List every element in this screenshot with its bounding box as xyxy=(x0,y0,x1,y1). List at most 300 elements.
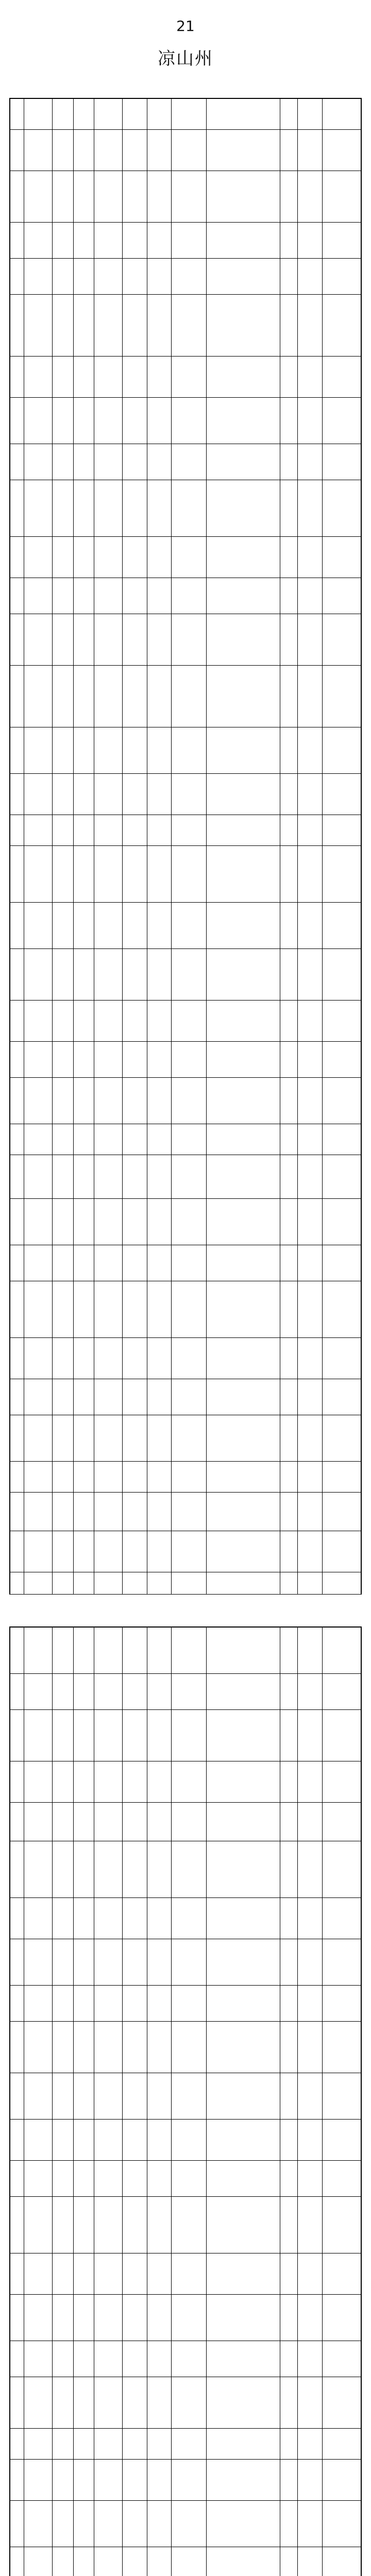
table-cell xyxy=(52,1078,73,1124)
table-cell xyxy=(172,1338,207,1379)
table-cell xyxy=(207,1338,280,1379)
table-row xyxy=(10,398,361,444)
table-cell xyxy=(73,171,94,223)
table-cell xyxy=(323,1245,361,1281)
table-cell xyxy=(73,1710,94,1761)
table-cell xyxy=(52,815,73,846)
table-cell xyxy=(73,903,94,949)
table-cell xyxy=(122,1674,147,1710)
table-cell xyxy=(24,1803,52,1841)
table-cell xyxy=(52,2341,73,2377)
table-cell xyxy=(122,2120,147,2161)
table-cell xyxy=(52,1001,73,1042)
table-cell xyxy=(207,223,280,259)
table-cell xyxy=(94,1674,122,1710)
table-cell xyxy=(147,223,172,259)
table-cell xyxy=(172,2501,207,2547)
page-title: 凉山州 xyxy=(158,48,213,69)
table-cell xyxy=(52,1761,73,1803)
table-cell xyxy=(10,480,24,537)
table-cell xyxy=(280,1572,298,1595)
data-table-2 xyxy=(10,1627,361,2576)
table-cell xyxy=(73,1042,94,1078)
table-cell xyxy=(280,2501,298,2547)
table-cell xyxy=(207,2120,280,2161)
table-cell xyxy=(52,774,73,815)
table-cell xyxy=(94,949,122,1001)
table-cell xyxy=(73,1338,94,1379)
table-cell xyxy=(298,444,323,480)
table-cell xyxy=(323,1281,361,1338)
table-cell xyxy=(24,1042,52,1078)
table-cell xyxy=(207,1572,280,1595)
table-cell xyxy=(52,1379,73,1415)
table-cell xyxy=(122,2460,147,2501)
table-cell xyxy=(298,614,323,666)
table-cell xyxy=(172,2429,207,2460)
table-cell xyxy=(73,1199,94,1245)
table-cell xyxy=(24,1415,52,1462)
table-cell xyxy=(94,259,122,295)
table-cell xyxy=(280,259,298,295)
table-cell xyxy=(24,444,52,480)
table-cell xyxy=(172,846,207,903)
table-cell xyxy=(147,1462,172,1493)
table-cell xyxy=(298,1124,323,1155)
table-cell xyxy=(94,2460,122,2501)
table-cell xyxy=(298,1939,323,1986)
table-cell xyxy=(94,171,122,223)
table-cell xyxy=(207,1986,280,2022)
table-cell xyxy=(94,295,122,357)
table-cell xyxy=(172,578,207,614)
table-cell xyxy=(298,2253,323,2295)
table-cell xyxy=(280,1674,298,1710)
table-cell xyxy=(323,815,361,846)
table-cell xyxy=(122,2161,147,2197)
table-cell xyxy=(280,357,298,398)
table-cell xyxy=(24,1531,52,1572)
table-cell xyxy=(172,2197,207,2253)
table-cell xyxy=(122,223,147,259)
table-cell xyxy=(122,815,147,846)
table-cell xyxy=(280,1761,298,1803)
table-cell xyxy=(207,2295,280,2341)
table-cell xyxy=(298,295,323,357)
table-cell xyxy=(122,444,147,480)
table-cell xyxy=(94,2429,122,2460)
table-cell xyxy=(73,815,94,846)
table-cell xyxy=(73,295,94,357)
table-cell xyxy=(73,2295,94,2341)
table-cell xyxy=(122,578,147,614)
table-row xyxy=(10,2501,361,2547)
table-cell xyxy=(323,2197,361,2253)
table-cell xyxy=(207,171,280,223)
table-cell xyxy=(323,1199,361,1245)
table-cell xyxy=(298,1531,323,1572)
table-row xyxy=(10,2197,361,2253)
table-cell xyxy=(94,1379,122,1415)
table-cell xyxy=(10,2341,24,2377)
table-cell xyxy=(10,295,24,357)
table-cell xyxy=(207,2341,280,2377)
table-cell xyxy=(323,1939,361,1986)
table-cell xyxy=(172,1986,207,2022)
table-cell xyxy=(52,223,73,259)
table-cell xyxy=(147,2073,172,2120)
table-cell xyxy=(10,949,24,1001)
table-cell xyxy=(73,357,94,398)
table-cell xyxy=(323,1338,361,1379)
table-cell xyxy=(10,1245,24,1281)
table-cell xyxy=(323,398,361,444)
table-cell xyxy=(172,444,207,480)
table-cell xyxy=(298,903,323,949)
table-row xyxy=(10,2120,361,2161)
table-cell xyxy=(280,903,298,949)
table-cell xyxy=(147,1628,172,1674)
table-cell xyxy=(24,171,52,223)
table-cell xyxy=(73,537,94,578)
table-cell xyxy=(24,903,52,949)
table-cell xyxy=(172,223,207,259)
table-cell xyxy=(280,2547,298,2576)
table-cell xyxy=(323,2501,361,2547)
table-cell xyxy=(207,1001,280,1042)
table-cell xyxy=(122,1338,147,1379)
table-cell xyxy=(24,1155,52,1199)
table-cell xyxy=(172,259,207,295)
table-cell xyxy=(122,1572,147,1595)
table-cell xyxy=(147,614,172,666)
table-cell xyxy=(172,1803,207,1841)
table-cell xyxy=(52,2022,73,2073)
table-cell xyxy=(10,774,24,815)
table-row xyxy=(10,1199,361,1245)
table-cell xyxy=(147,2377,172,2429)
table-cell xyxy=(24,1628,52,1674)
table-cell xyxy=(207,666,280,727)
table-cell xyxy=(10,398,24,444)
table-cell xyxy=(10,1281,24,1338)
table-row xyxy=(10,1628,361,1674)
table-cell xyxy=(172,1124,207,1155)
table-cell xyxy=(24,537,52,578)
table-cell xyxy=(172,2377,207,2429)
table-cell xyxy=(52,295,73,357)
table-cell xyxy=(73,2501,94,2547)
table-cell xyxy=(280,1898,298,1939)
table-cell xyxy=(207,1199,280,1245)
table-row xyxy=(10,815,361,846)
table-cell xyxy=(298,815,323,846)
table-cell xyxy=(122,2377,147,2429)
table-cell xyxy=(24,2377,52,2429)
table-cell xyxy=(73,846,94,903)
table-cell xyxy=(323,1155,361,1199)
table-cell xyxy=(52,1939,73,1986)
table-row xyxy=(10,295,361,357)
table-cell xyxy=(52,2547,73,2576)
table-cell xyxy=(52,2073,73,2120)
table-cell xyxy=(94,444,122,480)
table-cell xyxy=(52,130,73,171)
table-cell xyxy=(280,2197,298,2253)
table-cell xyxy=(73,1841,94,1898)
table-row xyxy=(10,537,361,578)
table-cell xyxy=(298,2341,323,2377)
table-cell xyxy=(323,295,361,357)
table-cell xyxy=(323,1710,361,1761)
table-cell xyxy=(280,1078,298,1124)
table-cell xyxy=(10,1338,24,1379)
table-cell xyxy=(280,578,298,614)
table-cell xyxy=(298,1338,323,1379)
table-cell xyxy=(122,1124,147,1155)
table-row xyxy=(10,259,361,295)
table-cell xyxy=(94,2295,122,2341)
table-cell xyxy=(73,1531,94,1572)
table-cell xyxy=(122,1379,147,1415)
table-row xyxy=(10,357,361,398)
table-cell xyxy=(298,1042,323,1078)
table-row xyxy=(10,578,361,614)
table-row xyxy=(10,444,361,480)
table-row xyxy=(10,1803,361,1841)
table-cell xyxy=(52,2120,73,2161)
table-cell xyxy=(147,1155,172,1199)
table-cell xyxy=(73,1628,94,1674)
table-cell xyxy=(298,1379,323,1415)
table-cell xyxy=(24,2073,52,2120)
table-cell xyxy=(298,223,323,259)
table-cell xyxy=(10,1124,24,1155)
table-cell xyxy=(207,2161,280,2197)
table-cell xyxy=(298,1986,323,2022)
table-cell xyxy=(298,2295,323,2341)
table-cell xyxy=(298,1199,323,1245)
table-cell xyxy=(323,444,361,480)
table-cell xyxy=(73,1379,94,1415)
table-row xyxy=(10,1338,361,1379)
table-row xyxy=(10,1841,361,1898)
table-cell xyxy=(280,2253,298,2295)
table-row xyxy=(10,1379,361,1415)
table-cell xyxy=(280,815,298,846)
table-cell xyxy=(52,2429,73,2460)
table-cell xyxy=(94,2161,122,2197)
table-cell xyxy=(280,398,298,444)
table-cell xyxy=(52,666,73,727)
table-cell xyxy=(323,1841,361,1898)
table-cell xyxy=(94,1572,122,1595)
table-cell xyxy=(24,130,52,171)
table-cell xyxy=(122,1001,147,1042)
table-cell xyxy=(172,1199,207,1245)
table-cell xyxy=(122,1281,147,1338)
table-cell xyxy=(122,1710,147,1761)
table-cell xyxy=(122,2341,147,2377)
table-cell xyxy=(52,727,73,774)
table-cell xyxy=(52,1841,73,1898)
table-cell xyxy=(94,578,122,614)
table-row xyxy=(10,2547,361,2576)
table-cell xyxy=(298,1674,323,1710)
table-cell xyxy=(24,1199,52,1245)
table-cell xyxy=(323,1462,361,1493)
table-row xyxy=(10,949,361,1001)
table-cell xyxy=(94,2341,122,2377)
table-cell xyxy=(280,774,298,815)
table-cell xyxy=(52,1898,73,1939)
table-cell xyxy=(52,903,73,949)
table-cell xyxy=(73,1415,94,1462)
table-cell xyxy=(280,1493,298,1531)
table-cell xyxy=(10,537,24,578)
table-cell xyxy=(323,1379,361,1415)
table-cell xyxy=(147,398,172,444)
table-row xyxy=(10,2341,361,2377)
table-row xyxy=(10,1710,361,1761)
table-cell xyxy=(10,2073,24,2120)
table-cell xyxy=(122,2547,147,2576)
table-cell xyxy=(207,1462,280,1493)
table-row xyxy=(10,1078,361,1124)
table-cell xyxy=(207,2253,280,2295)
table-cell xyxy=(52,357,73,398)
table-cell xyxy=(147,1379,172,1415)
table-cell xyxy=(147,1761,172,1803)
table-row xyxy=(10,846,361,903)
table-cell xyxy=(147,2022,172,2073)
table-cell xyxy=(147,903,172,949)
table-cell xyxy=(10,1898,24,1939)
table-cell xyxy=(172,1281,207,1338)
table-cell xyxy=(122,398,147,444)
table-cell xyxy=(298,727,323,774)
table-cell xyxy=(10,1939,24,1986)
table-cell xyxy=(298,2073,323,2120)
table-cell xyxy=(298,357,323,398)
table-cell xyxy=(207,2197,280,2253)
table-cell xyxy=(122,846,147,903)
table-row xyxy=(10,1124,361,1155)
table-cell xyxy=(73,1245,94,1281)
table-cell xyxy=(10,259,24,295)
table-cell xyxy=(147,1245,172,1281)
table-cell xyxy=(24,2429,52,2460)
table-row xyxy=(10,2460,361,2501)
table-cell xyxy=(280,99,298,130)
table-cell xyxy=(323,1531,361,1572)
table-cell xyxy=(94,398,122,444)
table-row xyxy=(10,903,361,949)
table-cell xyxy=(73,2197,94,2253)
table-panel-2 xyxy=(9,1626,362,2576)
table-cell xyxy=(10,1803,24,1841)
table-cell xyxy=(73,727,94,774)
table-cell xyxy=(122,1986,147,2022)
table-cell xyxy=(24,1379,52,1415)
table-cell xyxy=(24,727,52,774)
table-cell xyxy=(147,2501,172,2547)
table-cell xyxy=(73,1986,94,2022)
table-cell xyxy=(94,1493,122,1531)
table-cell xyxy=(280,2161,298,2197)
table-cell xyxy=(52,1986,73,2022)
table-cell xyxy=(280,295,298,357)
table-cell xyxy=(122,2022,147,2073)
table-cell xyxy=(24,774,52,815)
table-cell xyxy=(207,614,280,666)
table-cell xyxy=(207,130,280,171)
table-cell xyxy=(24,480,52,537)
table-cell xyxy=(172,1939,207,1986)
table-cell xyxy=(207,2460,280,2501)
table-cell xyxy=(298,2022,323,2073)
table-cell xyxy=(298,774,323,815)
table-cell xyxy=(323,846,361,903)
table-cell xyxy=(122,99,147,130)
table-cell xyxy=(280,614,298,666)
page-number: 21 xyxy=(176,18,195,35)
table-cell xyxy=(73,949,94,1001)
table-cell xyxy=(73,2429,94,2460)
table-cell xyxy=(172,1761,207,1803)
table-cell xyxy=(147,2197,172,2253)
table-cell xyxy=(122,1042,147,1078)
table-cell xyxy=(323,1803,361,1841)
table-cell xyxy=(280,1986,298,2022)
table-cell xyxy=(52,2460,73,2501)
table-cell xyxy=(298,1803,323,1841)
table-cell xyxy=(147,1572,172,1595)
table-cell xyxy=(24,1572,52,1595)
table-cell xyxy=(52,1674,73,1710)
table-cell xyxy=(172,666,207,727)
table-cell xyxy=(73,1078,94,1124)
table-cell xyxy=(10,1841,24,1898)
table-cell xyxy=(10,2547,24,2576)
table-cell xyxy=(94,2022,122,2073)
table-cell xyxy=(122,903,147,949)
table-cell xyxy=(73,1898,94,1939)
table-cell xyxy=(298,2547,323,2576)
table-row xyxy=(10,1939,361,1986)
table-cell xyxy=(147,2429,172,2460)
table-row xyxy=(10,2377,361,2429)
table-cell xyxy=(172,774,207,815)
table-cell xyxy=(122,1628,147,1674)
table-cell xyxy=(280,444,298,480)
table-cell xyxy=(298,2120,323,2161)
table-cell xyxy=(147,1001,172,1042)
table-cell xyxy=(280,1281,298,1338)
table-cell xyxy=(10,171,24,223)
table-cell xyxy=(172,2161,207,2197)
table-cell xyxy=(323,1986,361,2022)
table-cell xyxy=(122,1078,147,1124)
table-cell xyxy=(147,666,172,727)
table-cell xyxy=(10,2377,24,2429)
table-row xyxy=(10,1001,361,1042)
table-cell xyxy=(280,2377,298,2429)
table-cell xyxy=(207,949,280,1001)
table-cell xyxy=(323,259,361,295)
table-cell xyxy=(10,1572,24,1595)
table-cell xyxy=(52,1124,73,1155)
